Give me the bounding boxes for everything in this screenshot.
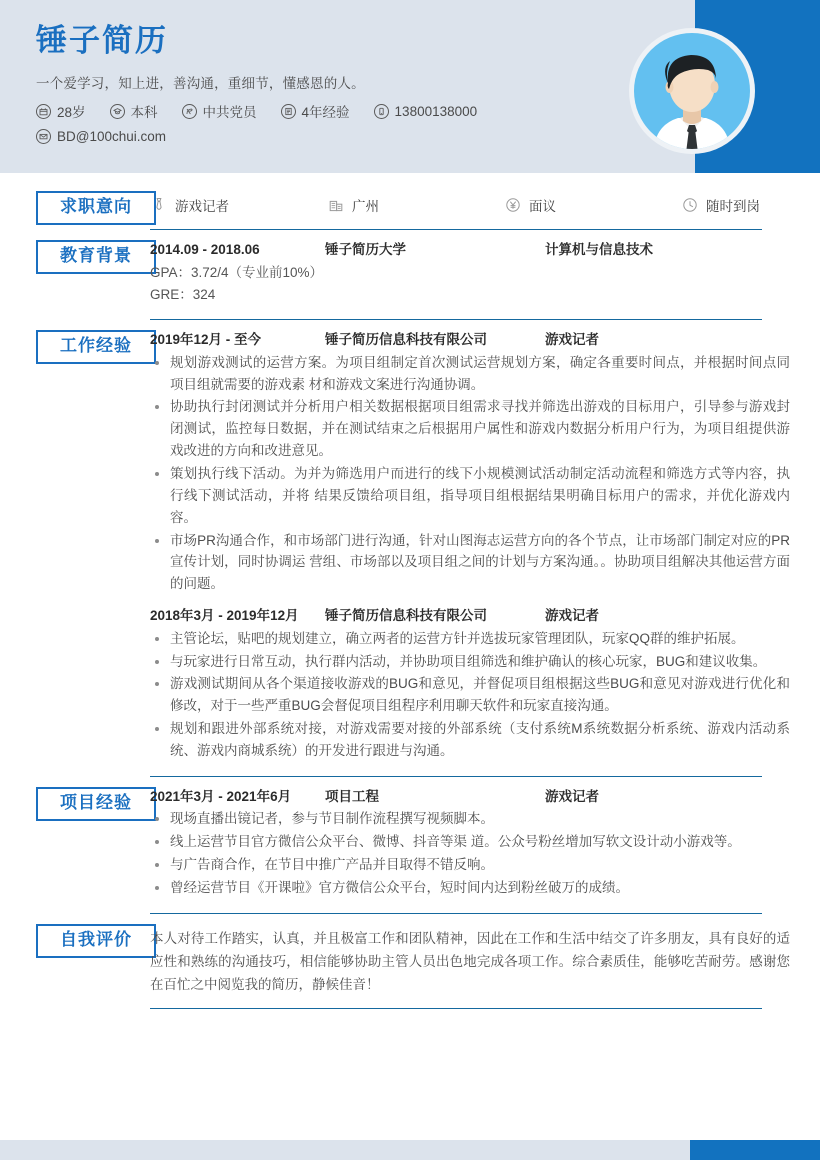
section-body-evaluation [150,924,820,1010]
work-bullet-list [150,352,790,595]
intention-label-availability: 随时到岗 [706,199,760,214]
party-icon [182,104,197,119]
work-entry [150,330,790,595]
phone-icon [374,104,389,119]
section-project-experience [0,777,820,914]
section-education [0,230,820,320]
section-work-experience [0,320,820,777]
project-bullet-list [150,808,790,898]
list-item: 与玩家进行日常互动，执行群内活动，并协助项目组筛选和维护确认的核心玩家，BUG和建议收集。 [150,651,790,673]
list-item: 曾经运营节目《开课啦》官方微信公众平台，短时间内达到粉丝破万的成绩。 [150,877,790,899]
list-item: 主管论坛，贴吧的规划建立，确立两者的运营方针并选拔玩家管理团队，玩家QQ群的维护拓展。 [150,628,790,650]
evaluation-text: 本人对待工作踏实，认真，并且极富工作和团队精神，因此在工作和生活中结交了许多朋友，具有良好的适应性和熟练的沟通技巧，相信能够协助主管人员出色地完成各项工作。综合素质佳，能够吃苦耐劳。感谢您在百忙之中阅览我的简历，静候佳音！ [150,930,790,993]
meta-label-email: BD@100chui.com [57,129,167,145]
section-label-evaluation: 自我评价 [36,924,156,958]
intention-label-salary: 面议 [529,199,556,214]
work-bullet-list [150,628,790,762]
section-body-project [150,787,820,914]
list-item: 与广告商合作，在节目中推广产品并目取得不错反响。 [150,854,790,876]
work-role: 游戏记者 [545,608,599,624]
section-label-col-evaluation [0,924,150,958]
list-item: 策划执行线下活动。为并为筛选用户而进行的线下小规模测试活动制定活动流程和筛选方式等内容，执行线下测试活动，并将 结果反馈给项目组，指导项目组根据结果明确目标用户的需求，并优化游戏内容。 [150,463,790,529]
header-email-row [36,129,636,144]
tie-icon [150,197,167,214]
section-job-intention [0,173,820,230]
work-company: 锤子简历信息科技有限公司 [325,608,487,624]
section-label-col-project [0,787,150,821]
education-date: 2014.09 - 2018.06 [150,242,260,257]
work-entry-head [150,330,790,350]
section-label-col-intention [0,191,150,225]
section-label-education: 教育背景 [36,240,156,274]
resume-header [0,0,820,173]
meta-label-age: 28岁 [57,105,86,121]
section-label-col-work [0,330,150,364]
section-label-col-education [0,240,150,274]
list-item: 游戏测试期间从各个渠道接收游戏的BUG和意见，并督促项目组根据这些BUG和意见对游戏进行优化和修改，对于一些严重BUG会督促项目组程序利用聊天软件和玩家直接沟通。 [150,673,790,717]
list-item: 线上运营节目官方微信公众平台、微博、抖音等渠 道。公众号粉丝增加写软文设计动小游戏等。 [150,831,790,853]
resume-body [0,173,820,1009]
header-text-block [36,24,636,152]
work-entry-head [150,606,790,626]
education-major: 计算机与信息技术 [545,242,653,257]
education-entry-head [150,240,790,260]
meta-item-phone [374,104,478,119]
intention-item-salary [504,195,681,215]
section-body-intention [150,191,820,230]
email-icon [36,129,51,144]
education-icon [110,104,125,119]
meta-label-phone: 13800138000 [394,103,478,119]
header-meta-row [36,101,636,121]
section-body-work [150,330,820,777]
intention-label-position: 游戏记者 [175,199,229,214]
meta-label-experience: 4年经验 [301,105,350,121]
education-school: 锤子简历大学 [325,242,406,257]
intention-item-city [327,195,504,215]
meta-item-party [182,101,257,121]
education-gre: GRE：324 [150,286,216,302]
meta-item-email [36,129,166,144]
resume-footer [0,1140,820,1160]
meta-item-experience [281,101,350,121]
project-name: 项目工程 [325,788,379,804]
section-label-intention: 求职意向 [36,191,156,225]
project-entry [150,787,790,899]
work-company: 锤子简历信息科技有限公司 [325,332,487,348]
list-item: 规划和跟进外部系统对接，对游戏需要对接的外部系统（支付系统M系统数据分析系统、游戏内活动系统、游戏内商城系统）的开发进行跟进与沟通。 [150,718,790,762]
meta-label-education: 本科 [130,105,158,121]
work-role: 游戏记者 [545,332,599,348]
age-icon [36,104,51,119]
project-role: 游戏记者 [545,788,599,804]
list-item: 协助执行封闭测试并分析用户相关数据根据项目组需求寻找并筛选出游戏的目标用户，引导参与游戏封闭测试，监控每日数据，并在测试结束之后根据用户属性和游戏内数据分析用户行为，为项目组提供游戏改进的方向和改进意见。 [150,396,790,462]
intention-label-city: 广州 [352,199,379,214]
list-item: 规划游戏测试的运营方案。为项目组制定首次测试运营规划方案，确定各重要时间点，并根据时间点同项目组就需要的游戏素 材和游戏文案进行沟通协调。 [150,352,790,396]
meta-label-party: 中共党员 [202,105,257,121]
meta-item-education [110,101,158,121]
section-label-project: 项目经验 [36,787,156,821]
work-date: 2018年3月 - 2019年12月 [150,608,299,624]
avatar [629,28,755,154]
salary-icon [504,197,521,214]
work-date: 2019年12月 - 至今 [150,332,262,348]
building-icon [327,197,344,214]
divider-evaluation [150,1008,762,1009]
list-item: 现场直播出镜记者，参与节目制作流程撰写视频脚本。 [150,808,790,830]
section-self-evaluation [0,914,820,1010]
experience-icon [281,104,296,119]
education-entry [150,240,790,306]
resume-tagline: 一个爱学习，知上进，善沟通，重细节，懂感恩的人。 [36,76,365,92]
education-gpa: GPA：3.72/4（专业前10%） [150,264,324,280]
intention-item-position [150,195,327,215]
intention-item-availability [681,195,820,215]
avatar-illustration [634,33,750,149]
meta-item-age [36,101,86,121]
footer-accent-band [690,1140,820,1160]
project-entry-head [150,787,790,807]
clock-icon [681,197,698,214]
work-entry [150,596,790,762]
section-label-work: 工作经验 [36,330,156,364]
list-item: 市场PR沟通合作，和市场部门进行沟通，针对山图海志运营方向的各个节点，让市场部门制定对应的PR宣传计划，同时协调运 营组、市场部以及项目组之间的计划与方案沟通。。协助项目组解决其他运营方面的问题。 [150,530,790,596]
resume-title: 锤子简历 [36,23,168,58]
section-body-education [150,240,820,320]
intention-row [150,191,820,229]
project-date: 2021年3月 - 2021年6月 [150,788,292,804]
spacer [150,763,790,776]
spacer [150,306,790,319]
spacer [150,900,790,913]
